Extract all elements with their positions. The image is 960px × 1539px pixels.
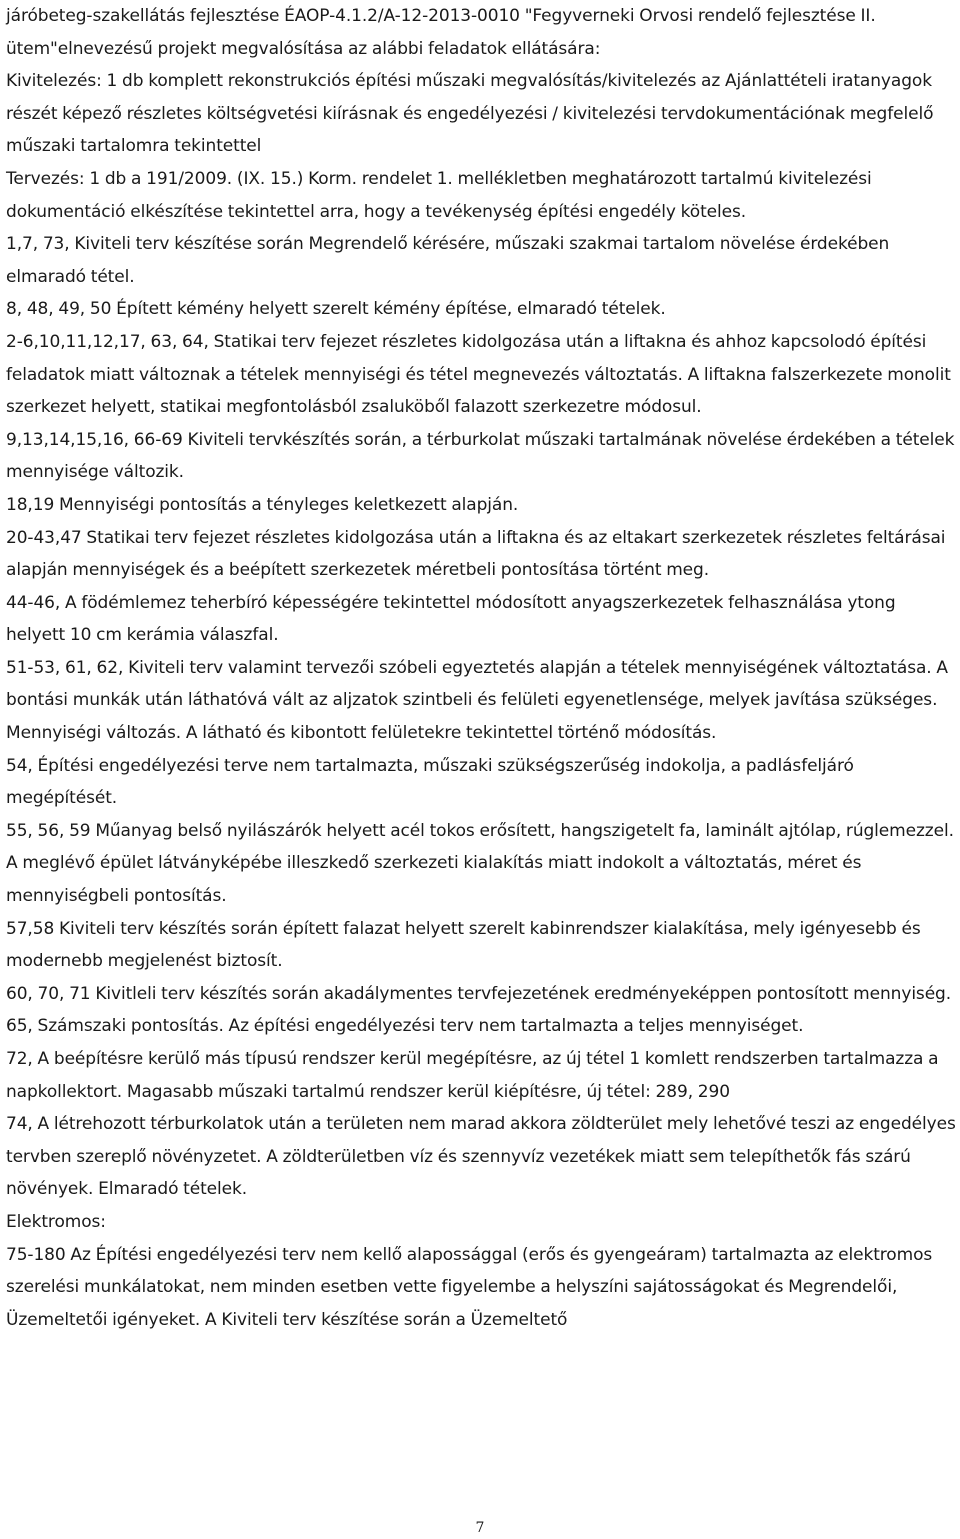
paragraph-item-60-70-71: 60, 70, 71 Kivitleli terv készítés során akadálymentes tervfejezetének eredményeképpen pontosított mennyiség. <box>6 983 952 1004</box>
paragraph-item-1-7-73: 1,7, 73, Kiviteli terv készítése során Megrendelő kérésére, műszaki szakmai tartalom növelése érdekében elmaradó tétel. <box>6 234 890 287</box>
paragraph-item-51-53: 51-53, 61, 62, Kiviteli terv valamint tervezői szóbeli egyeztetés alapján a tételek mennyiségének változtatása. A bontási munkák után láthatóvá vált az aljzatok szintbeli és felületi egyenetlensége, melyek javítása szükséges. Mennyiségi változás. A látható és kibontott felületekre tekintettel történő módosítás. <box>6 657 948 744</box>
paragraph-item-8-48-49-50: 8, 48, 49, 50 Épített kémény helyett szerelt kémény építése, elmaradó tételek. <box>6 299 666 320</box>
paragraph-tervezes: Tervezés: 1 db a 191/2009. (IX. 15.) Korm. rendelet 1. mellékletben meghatározott tartalmú kivitelezési dokumentáció elkészítése tekintettel arra, hogy a tevékenység építési engedély köteles. <box>6 168 872 222</box>
paragraph-item-57-58: 57,58 Kiviteli terv készítés során épített falazat helyett szerelt kabinrendszer kialakítása, mely igényesebb és modernebb megjelenést biztosít. <box>6 918 921 972</box>
paragraph-item-44-46: 44-46, A födémlemez teherbíró képességére tekintettel módosított anyagszerkezetek felhasználása ytong helyett 10 cm kerámia válaszfal. <box>6 592 896 646</box>
section-heading-elektromos: Elektromos: <box>6 1211 106 1232</box>
paragraph-item-74: 74, A létrehozott térburkolatok után a területen nem marad akkora zöldterület mely lehetővé teszi az engedélyes tervben szereplő növényzetet. A zöldterületben víz és szennyvíz vezetékek miatt sem telepíthetők fás szárú növények. Elmaradó tételek. <box>6 1114 956 1200</box>
paragraph-item-75-180: 75-180 Az Építési engedélyezési terv nem kellő alapossággal (erős és gyengeáram) tartalmazta az elektromos szerelési munkálatokat, nem minden esetben vette figyelembe a helyszíni sajátosságokat és Megrendelői, Üzemeltetői igényeket. A Kiviteli terv készítése során a Üzemeltető <box>6 1244 933 1330</box>
paragraph-kivitelezes: Kivitelezés: 1 db komplett rekonstrukciós építési műszaki megvalósítás/kivitelezés az Ajánlattételi iratanyagok részét képező részletes költségvetési kiírásnak és engedélyezési / kivitelezési tervdokumentációnak megfelelő műszaki tartalomra tekintettel <box>6 71 934 157</box>
paragraph-item-20-43-47: 20-43,47 Statikai terv fejezet részletes kidolgozása után a liftakna és az eltakart szerkezetek részletes feltárásai alapján mennyiségek és a beépített szerkezetek méretbeli pontosítása történt meg. <box>6 527 946 581</box>
paragraph-item-9-13: 9,13,14,15,16, 66-69 Kiviteli tervkészítés során, a térburkolat műszaki tartalmának növelése érdekében a tételek mennyisége változik. <box>6 429 955 483</box>
paragraph-item-65: 65, Számszaki pontosítás. Az építési engedélyezési terv nem tartalmazta a teljes mennyiséget. <box>6 1016 804 1037</box>
paragraph-item-72: 72, A beépítésre kerülő más típusú rendszer kerül megépítésre, az új tétel 1 komlett rendszerben tartalmazza a napkollektort. Magasabb műszaki tartalmú rendszer kerül kiépítésre, új tétel: 289, 290 <box>6 1049 939 1102</box>
paragraph-item-54: 54, Építési engedélyezési terve nem tartalmazta, műszaki szükségszerűség indokolja, a padlásfeljáró megépítését. <box>6 755 854 809</box>
document-body <box>6 0 956 1336</box>
paragraph-item-55-56-59: 55, 56, 59 Műanyag belső nyilászárók helyett acél tokos erősített, hangszigetelt fa, laminált ajtólap, rúglemezzel. A meglévő épület látványképébe illeszkedő szerkezeti kialakítás miatt indokolt a változtatás, méret és mennyiségbeli pontosítás. <box>6 820 954 907</box>
page-number: 7 <box>475 1520 485 1536</box>
paragraph-item-18-19: 18,19 Mennyiségi pontosítás a tényleges keletkezett alapján. <box>6 494 519 515</box>
paragraph-project-intro: járóbeteg-szakellátás fejlesztése ÉAOP-4.1.2/A-12-2013-0010 "Fegyverneki Orvosi rendelő fejlesztése II. ütem"elnevezésű projekt megvalósítása az alábbi feladatok ellátására: <box>6 6 876 59</box>
paragraph-item-2-6: 2-6,10,11,12,17, 63, 64, Statikai terv fejezet részletes kidolgozása után a liftakna és ahhoz kapcsolodó építési feladatok miatt változnak a tételek mennyiségi és tétel megnevezés változtatás. A liftakna falszerkezete monolit szerkezet helyett, statikai megfontolásból zsaluköből falazott szerkezetre módosul. <box>6 331 951 418</box>
